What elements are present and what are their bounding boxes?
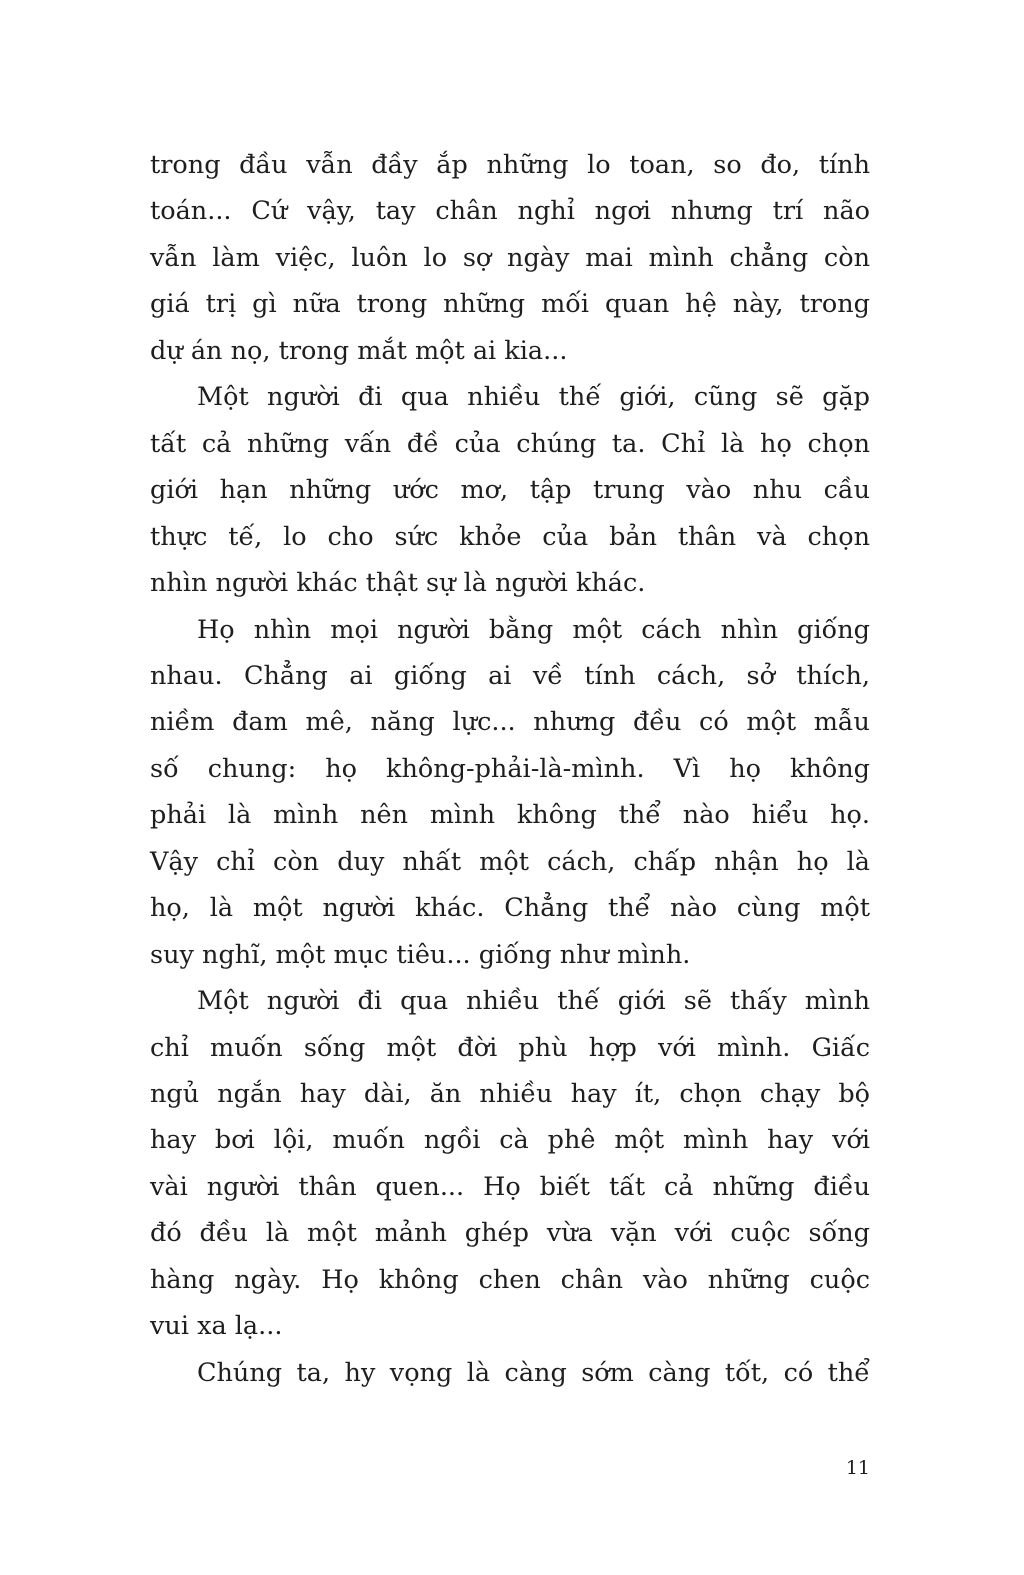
text-line: Một người đi qua nhiều thế giới, cũng sẽ gặp (197, 382, 870, 413)
text-line: suy nghĩ, một mục tiêu... giống như mình. (150, 939, 691, 970)
text-line: ngủ ngắn hay dài, ăn nhiều hay ít, chọn chạy bộ (150, 1079, 870, 1109)
text-line: đó đều là một mảnh ghép vừa vặn với cuộc sống (150, 1218, 870, 1249)
text-line: Họ nhìn mọi người bằng một cách nhìn giống (197, 614, 870, 645)
text-line: tất cả những vấn đề của chúng ta. Chỉ là họ chọn (150, 428, 870, 459)
text-line: nhìn người khác thật sự là người khác. (150, 568, 646, 599)
text-line: trong đầu vẫn đầy ắp những lo toan, so đo, tính (150, 150, 870, 180)
text-line: vẫn làm việc, luôn lo sợ ngày mai mình chẳng còn (150, 242, 870, 273)
text-line: vài người thân quen... Họ biết tất cả những điều (150, 1171, 870, 1202)
text-line: hàng ngày. Họ không chen chân vào những cuộc (150, 1264, 870, 1295)
text-line: toán... Cứ vậy, tay chân nghỉ ngơi nhưng trí não (150, 196, 870, 227)
text-line: Chúng ta, hy vọng là càng sớm càng tốt, có thể (197, 1357, 870, 1388)
text-line: Một người đi qua nhiều thế giới sẽ thấy mình (197, 986, 870, 1017)
text-line: số chung: họ không-phải-là-mình. Vì họ không (150, 753, 870, 784)
text-line: phải là mình nên mình không thể nào hiểu họ. (150, 800, 870, 831)
text-line: dự án nọ, trong mắt một ai kia... (150, 335, 568, 366)
page-number: 11 (845, 1457, 870, 1479)
text-line: Vậy chỉ còn duy nhất một cách, chấp nhận họ là (150, 846, 870, 877)
text-line: hay bơi lội, muốn ngồi cà phê một mình hay với (150, 1125, 870, 1156)
text-line: chỉ muốn sống một đời phù hợp với mình. Giấc (150, 1032, 870, 1063)
text-line: họ, là một người khác. Chẳng thể nào cùng một (150, 893, 870, 924)
text-line: thực tế, lo cho sức khỏe của bản thân và chọn (150, 521, 870, 552)
text-line: nhau. Chẳng ai giống ai về tính cách, sở thích, (150, 660, 870, 691)
text-line: giới hạn những ước mơ, tập trung vào nhu cầu (150, 475, 870, 506)
text-line: vui xa lạ... (150, 1311, 283, 1342)
text-line: giá trị gì nữa trong những mối quan hệ này, trong (150, 289, 870, 320)
text-line: niềm đam mê, năng lực... nhưng đều có một mẫu (150, 707, 870, 738)
